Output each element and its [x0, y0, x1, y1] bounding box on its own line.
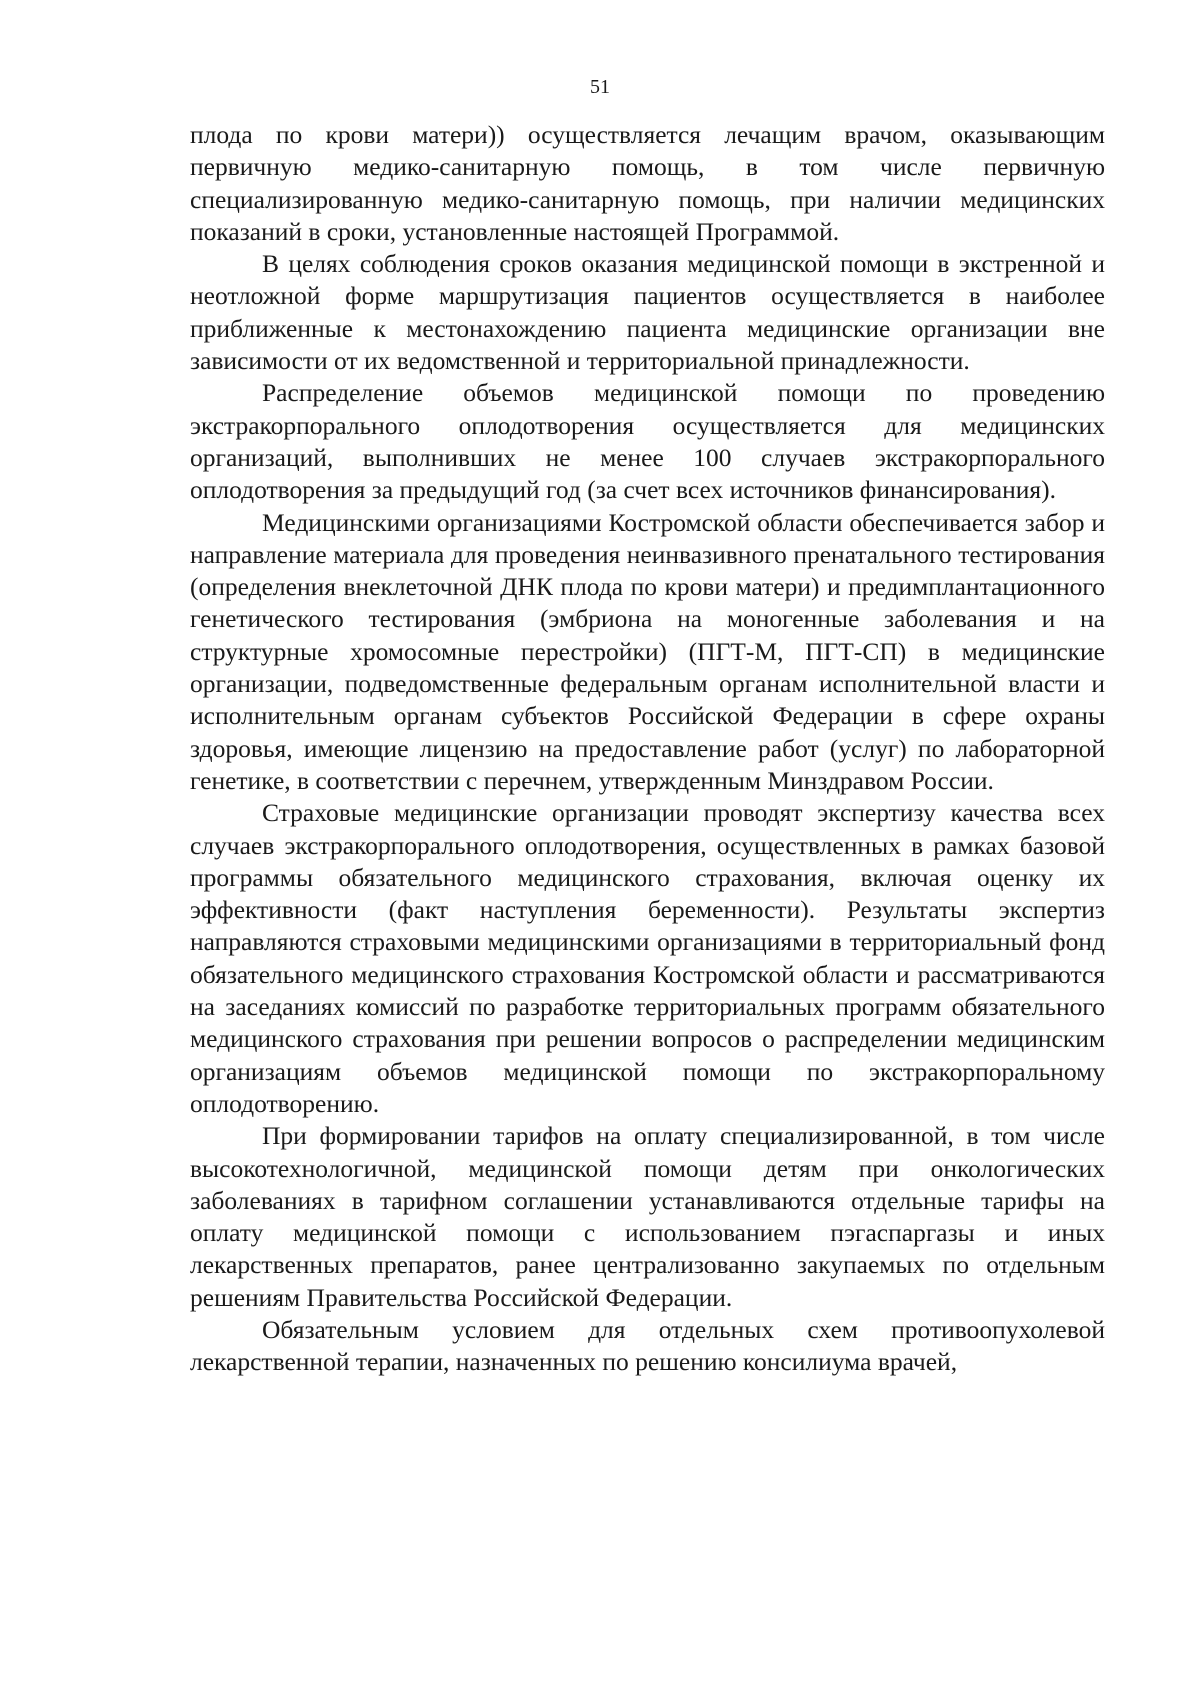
- paragraph-antitumor-therapy: Обязательным условием для отдельных схем противоопухолевой лекарственной терапии, назначенных по решению консилиума врачей,: [190, 1314, 1105, 1377]
- paragraph-oncology-tariffs: При формировании тарифов на оплату специализированной, в том числе высокотехнологичной, медицинской помощи детям при онкологических заболеваниях в тарифном соглашении устанавливаются отдельные тарифы на оплату медицинской помощи с использованием пэгаспаргазы и иных лекарственных препаратов, ранее централизованно закупаемых по отдельным решениям Правительства Российской Федерации.: [190, 1121, 1105, 1312]
- page-number: 51: [590, 76, 610, 98]
- paragraph-emergency-routing: В целях соблюдения сроков оказания медицинской помощи в экстренной и неотложной форме маршрутизация пациентов осуществляется в наиболее приближенные к местонахождению пациента медицинские организации вне зависимости от их ведомственной и территориальной принадлежности.: [190, 249, 1105, 376]
- paragraph-insurance-expertise: Страховые медицинские организации проводят экспертизу качества всех случаев экстракорпорального оплодотворения, осуществленных в рамках базовой программы обязательного медицинского страхования, включая оценку их эффективности (факт наступления беременности). Результаты экспертиз направляются страховыми медицинскими организациями в территориальный фонд обязательного медицинского страхования Костромской области и рассматриваются на заседаниях комиссий по разработке территориальных программ обязательного медицинского страхования при решении вопросов о распределении медицинским организациям объемов медицинской помощи по экстракорпоральному оплодотворению.: [190, 798, 1105, 1118]
- paragraph-ivf-volume-distribution: Распределение объемов медицинской помощи по проведению экстракорпорального оплодотворения осуществляется для медицинских организаций, выполнивших не менее 100 случаев экстракорпорального оплодотворения за предыдущий год (за счет всех источников финансирования).: [190, 378, 1105, 505]
- document-body: [190, 119, 1105, 1379]
- paragraph-prenatal-testing: Медицинскими организациями Костромской области обеспечивается забор и направление материала для проведения неинвазивного пренатального тестирования (определения внеклеточной ДНК плода по крови матери) и предимплантационного генетического тестирования (эмбриона на моногенные заболевания и на структурные хромосомные перестройки) (ПГТ-М, ПГТ-СП) в медицинские организации, подведомственные федеральным органам исполнительной власти и исполнительным органам субъектов Российской Федерации в сфере охраны здоровья, имеющие лицензию на предоставление работ (услуг) по лабораторной генетике, в соответствии с перечнем, утвержденным Минздравом России.: [190, 507, 1105, 795]
- paragraph-continuation: плода по крови матери)) осуществляется лечащим врачом, оказывающим первичную медико-санитарную помощь, в том числе первичную специализированную медико-санитарную помощь, при наличии медицинских показаний в сроки, установленные настоящей Программой.: [190, 120, 1105, 246]
